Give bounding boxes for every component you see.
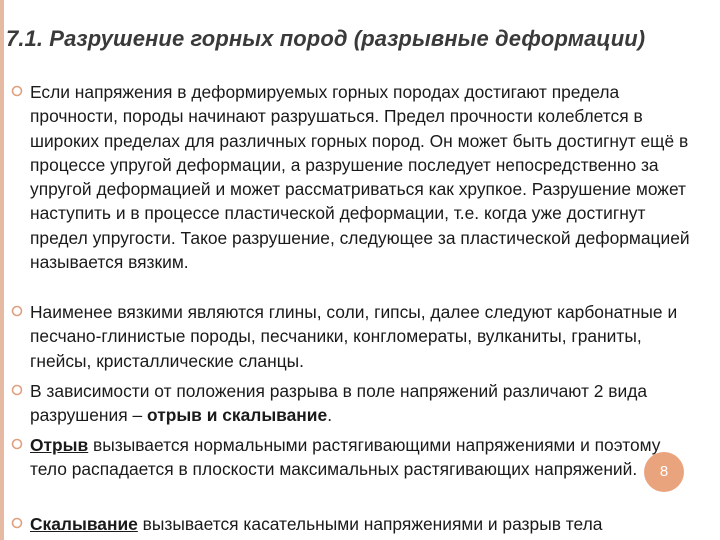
page-number-badge: 8 (644, 452, 684, 492)
term-definition: вызывается касательными напряжениями и разрыв тела (137, 514, 603, 534)
emphasis-text: отрыв и скалывание (147, 405, 328, 426)
term-definition: вызывается нормальными растягивающими напряжениями и поэтому тело распадается в плоскости максимальных растягивающих напряжений. (30, 435, 661, 480)
term-otryv: Отрыв (30, 435, 89, 455)
bullet-text: Наименее вязкими являются глины, соли, гипсы, далее следуют карбонатные и песчано-глинистые породы, песчаники, конгломераты, вулканиты, граниты, гнейсы, кристаллические сланцы. (30, 302, 678, 371)
circle-bullet-icon (11, 305, 23, 317)
bullet-text-start: В зависимости от положения разрыва в поле напряжений различают 2 вида разрушения – (30, 381, 648, 426)
circle-bullet-icon (11, 438, 23, 450)
slide-title: 7.1. Разрушение горных пород (разрывные деформации) (6, 26, 646, 51)
bullet-text-end: . (327, 405, 333, 426)
bullet-text (30, 433, 694, 482)
circle-bullet-icon (11, 85, 23, 97)
circle-bullet-icon (11, 517, 23, 529)
bullet-text (30, 379, 694, 428)
bullet-text: Если напряжения в деформируемых горных породах достигают предела прочности, породы начинают разрушаться. Предел прочности колеблется в широких пределах для различных горных пород. Он может быть достигнут ещё в процессе упругой деформации, а разрушение последует непосредственно за упругой деформацией и может рассматриваться как хрупкое. Разрушение может наступить и в процессе пластической деформации, т.е. когда уже достигнут предел упругости. Такое разрушение, следующее за пластической деформацией называется вязким. (30, 82, 690, 273)
circle-bullet-icon (11, 384, 23, 396)
bullet-text (30, 512, 694, 536)
term-skalyvanie: Скалывание (30, 514, 138, 534)
